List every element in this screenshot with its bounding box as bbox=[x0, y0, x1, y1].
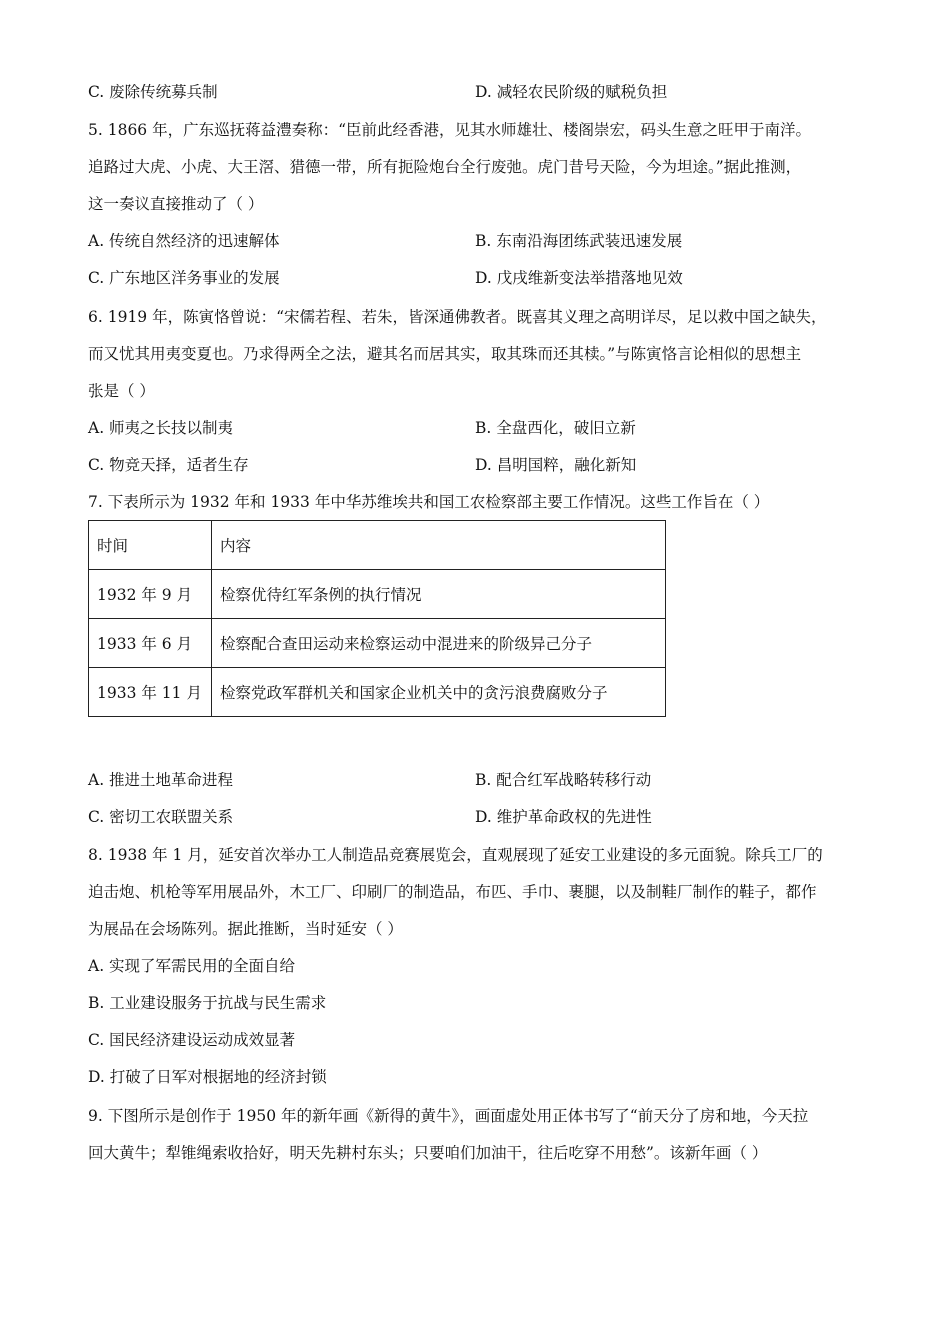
table-header-cell: 内容 bbox=[212, 521, 666, 570]
table-cell-content: 检察党政军群机关和国家企业机关中的贪污浪费腐败分子 bbox=[212, 668, 666, 717]
q6-option-c: C. 物竞天择，适者生存 bbox=[88, 456, 249, 474]
q8-stem-line-1: 8. 1938 年 1 月，延安首次举办工人制造品竞赛展览会，直观展现了延安工业建设的多元面貌。除兵工厂的 bbox=[88, 846, 823, 864]
table-row bbox=[89, 570, 666, 619]
q6-option-a: A. 师夷之长技以制夷 bbox=[88, 419, 234, 437]
table-cell-content: 检察优待红军条例的执行情况 bbox=[212, 570, 666, 619]
q8-stem-line-3: 为展品在会场陈列。据此推断，当时延安（ ） bbox=[88, 920, 403, 938]
q4-option-d: D. 减轻农民阶级的赋税负担 bbox=[475, 83, 668, 101]
q8-option-a: A. 实现了军需民用的全面自给 bbox=[88, 957, 296, 975]
table-cell-content: 检察配合查田运动来检察运动中混进来的阶级异己分子 bbox=[212, 619, 666, 668]
q8-option-b: B. 工业建设服务于抗战与民生需求 bbox=[88, 994, 327, 1012]
q8-option-c: C. 国民经济建设运动成效显著 bbox=[88, 1031, 296, 1049]
q6-stem-line-2: 而又忧其用夷变夏也。乃求得两全之法，避其名而居其实，取其珠而还其椟。”与陈寅恪言论相似的思想主 bbox=[88, 345, 802, 363]
q6-stem-line-1: 6. 1919 年，陈寅恪曾说：“宋儒若程、若朱，皆深通佛教者。既喜其义理之高明详尽，足以救中国之缺失， bbox=[88, 308, 827, 326]
q6-option-b: B. 全盘西化，破旧立新 bbox=[475, 419, 636, 437]
table-header-cell: 时间 bbox=[89, 521, 212, 570]
q8-option-d: D. 打破了日军对根据地的经济封锁 bbox=[88, 1068, 327, 1086]
table-cell-time: 1933 年 6 月 bbox=[89, 619, 212, 668]
q7-stem: 7. 下表所示为 1932 年和 1933 年中华苏维埃共和国工农检察部主要工作情况。这些工作旨在（ ） bbox=[88, 493, 770, 511]
q5-stem-line-3: 这一奏议直接推动了（ ） bbox=[88, 195, 264, 213]
q7-option-d: D. 维护革命政权的先进性 bbox=[475, 808, 652, 826]
q5-option-b: B. 东南沿海团练武装迅速发展 bbox=[475, 232, 683, 250]
table-cell-time: 1932 年 9 月 bbox=[89, 570, 212, 619]
q8-stem-line-2: 迫击炮、机枪等军用展品外，木工厂、印刷厂的制造品，布匹、手巾、裹腿，以及制鞋厂制作的鞋子，都作 bbox=[88, 883, 817, 901]
table-cell-time: 1933 年 11 月 bbox=[89, 668, 212, 717]
q5-option-c: C. 广东地区洋务事业的发展 bbox=[88, 269, 280, 287]
q7-table bbox=[88, 520, 666, 717]
table-row bbox=[89, 619, 666, 668]
q4-option-c: C. 废除传统募兵制 bbox=[88, 83, 218, 101]
q6-stem-line-3: 张是（ ） bbox=[88, 382, 155, 400]
table-header-row bbox=[89, 521, 666, 570]
q7-option-a: A. 推进土地革命进程 bbox=[88, 771, 234, 789]
q9-stem-line-1: 9. 下图所示是创作于 1950 年的新年画《新得的黄牛》，画面虚处用正体书写了“前天分了房和地，今天拉 bbox=[88, 1107, 809, 1125]
q5-stem-line-1: 5. 1866 年，广东巡抚蒋益澧奏称：“臣前此经香港，见其水师雄壮、楼阁崇宏，码头生意之旺甲于南洋。 bbox=[88, 121, 812, 139]
q7-option-c: C. 密切工农联盟关系 bbox=[88, 808, 234, 826]
q9-stem-line-2: 回大黄牛；犁锥绳索收拾好，明天先耕村东头；只要咱们加油干，往后吃穿不用愁”。该新年画（ ） bbox=[88, 1144, 768, 1162]
q6-option-d: D. 昌明国粹，融化新知 bbox=[475, 456, 637, 474]
q7-option-b: B. 配合红军战略转移行动 bbox=[475, 771, 652, 789]
q5-option-a: A. 传统自然经济的迅速解体 bbox=[88, 232, 280, 250]
q5-option-d: D. 戊戌维新变法举措落地见效 bbox=[475, 269, 683, 287]
table-row bbox=[89, 668, 666, 717]
q5-stem-line-2: 追路过大虎、小虎、大王滘、猎德一带，所有扼险炮台全行废弛。虎门昔号天险，今为坦途。”据此推测， bbox=[88, 158, 802, 176]
